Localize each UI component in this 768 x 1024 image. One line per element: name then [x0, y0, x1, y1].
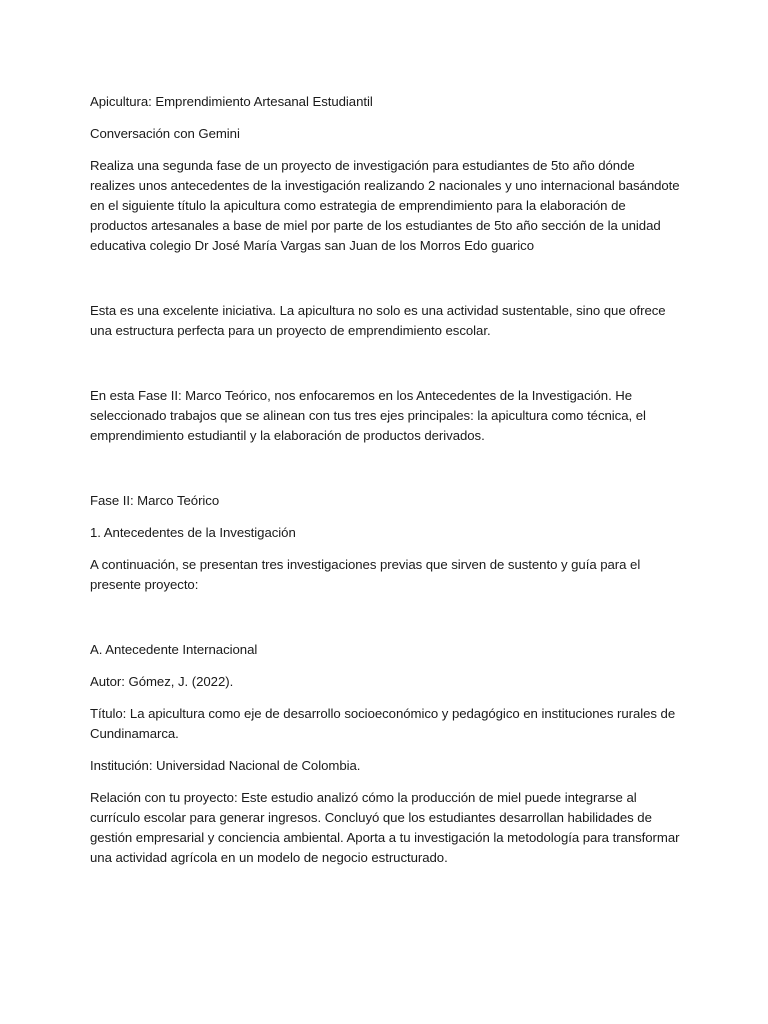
user-prompt-paragraph: Realiza una segunda fase de un proyecto de investigación para estudiantes de 5to año dónde realizes unos antecedentes de la investigación realizando 2 nacionales y uno internacional basándote en el siguiente título la apicultura como estrategia de emprendimiento para la elaboración de productos artesanales a base de miel por parte de los estudiantes de 5to año sección de la unidad educativa colegio Dr José María Vargas san Juan de los Morros Edo guarico: [90, 158, 680, 253]
antecedent-relation: Relación con tu proyecto: Este estudio analizó cómo la producción de miel puede integrarse al currículo escolar para generar ingresos. Concluyó que los estudiantes desarrollan habilidades de gestión empresarial y conciencia ambiental. Aporta a tu investigación la metodología para transformar una actividad agrícola en un modelo de negocio estructurado.: [90, 790, 680, 865]
document-body: [90, 92, 680, 880]
subsection-intro-paragraph: A continuación, se presentan tres investigaciones previas que sirven de sustento y guía para el presente proyecto:: [90, 557, 641, 592]
conversation-label: Conversación con Gemini: [90, 126, 240, 141]
response-intro-paragraph: Esta es una excelente iniciativa. La apicultura no solo es una actividad sustentable, sino que ofrece una estructura perfecta para un proyecto de emprendimiento escolar.: [90, 303, 666, 338]
subsection-heading: 1. Antecedentes de la Investigación: [90, 525, 296, 540]
antecedent-title: Título: La apicultura como eje de desarrollo socioeconómico y pedagógico en instituciones rurales de Cundinamarca.: [90, 706, 676, 741]
antecedent-institution: Institución: Universidad Nacional de Colombia.: [90, 758, 361, 773]
document-title: Apicultura: Emprendimiento Artesanal Estudiantil: [90, 94, 373, 109]
antecedent-author: Autor: Gómez, J. (2022).: [90, 674, 234, 689]
antecedent-heading: A. Antecedente Internacional: [90, 642, 258, 657]
section-heading: Fase II: Marco Teórico: [90, 493, 220, 508]
response-phase-paragraph: En esta Fase II: Marco Teórico, nos enfocaremos en los Antecedentes de la Investigación. He seleccionado trabajos que se alinean con tus tres ejes principales: la apicultura como técnica, el emprendimiento estudiantil y la elaboración de productos derivados.: [90, 388, 646, 443]
